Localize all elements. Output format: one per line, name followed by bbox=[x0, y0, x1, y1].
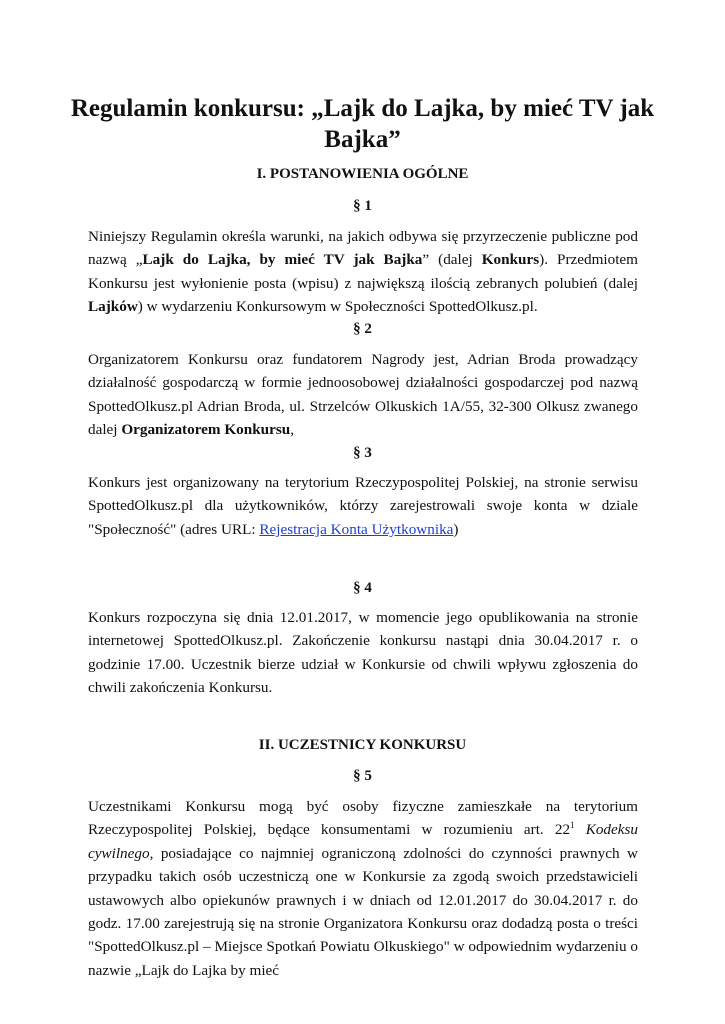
section-heading-participants: II. UCZESTNICY KONKURSU bbox=[258, 737, 467, 753]
registration-link[interactable]: Rejestracja Konta Użytkownika bbox=[259, 520, 454, 538]
paragraph-5: Uczestnikami Konkursu mogą być osoby fizyczne zamieszkałe na terytorium Rzeczypospolitej Polskiej, będące konsumentami w rozumieniu art. $22^1$ Kodeksu cywilnego, posiadające co najmniej ograniczoną zdolności do czynności prawnych w przypadku takich osób uczestniczą one w Konkursie za zgodą swoich przedstawicieli ustawowych albo opiekunów prawnych i w dniach od 12.01.2017 do 30.04.2017 r. do godz. 17.00 zarejestrują się na stronie Organizatora Konkursu oraz dodadzą posta o treści "SpottedOlkusz.pl – Miejsce Spotkań Powiatu Olkuskiego" w odpowiednim wydarzeniu o nazwie „Lajk do Lajka by mieć bbox=[88, 798, 638, 979]
paragraph-number-3: § 3 bbox=[353, 445, 372, 461]
section-heading-general: I. POSTANOWIENIA OGÓLNE bbox=[256, 166, 469, 182]
paragraph-1: Niniejszy Regulamin określa warunki, na jakich odbywa się przyrzeczenie publiczne pod nazwą „Lajk do Lajka, by mieć TV jak Bajka” (dalej Konkurs). Przedmiotem Konkursu jest wyłonienie posta (wpisu) z największą ilością zebranych polubień (dalej Lajków) w wydarzeniu Konkursowym w Społeczności SpottedOlkusz.pl. bbox=[88, 228, 638, 316]
paragraph-4: Konkurs rozpoczyna się dnia 12.01.2017, w momencie jego opublikowania na stronie internetowej SpottedOlkusz.pl. Zakończenie konkursu nastąpi dnia 30.04.2017 r. o godzinie 17.00. Uczestnik bierze udział w Konkursie od chwili wpływu zgłoszenia do chwili zakończenia Konkursu. bbox=[88, 609, 638, 697]
paragraph-2: Organizatorem Konkursu oraz fundatorem Nagrody jest, Adrian Broda prowadzący działalność gospodarczą w formie jednoosobowej działalności gospodarczej pod nazwą SpottedOlkusz.pl Adrian Broda, ul. Strzelców Olkuskich 1A/55, 32-300 Olkusz zwanego dalej Organizatorem Konkursu, bbox=[88, 351, 638, 439]
paragraph-number-1: § 1 bbox=[353, 198, 372, 214]
document-title: Regulamin konkursu: „Lajk do Lajka, by mieć TV jak Bajka” bbox=[70, 95, 655, 153]
paragraph-3: Konkurs jest organizowany na terytorium Rzeczypospolitej Polskiej, na stronie serwisu SpottedOlkusz.pl dla użytkowników, którzy zarejestrowali swoje konta w dziale "Społeczność" (adres URL: Rejestracja Konta Użytkownika) bbox=[88, 474, 638, 538]
paragraph-number-2: § 2 bbox=[353, 321, 372, 337]
paragraph-number-5: § 5 bbox=[353, 768, 372, 784]
paragraph-number-4: § 4 bbox=[353, 580, 372, 596]
